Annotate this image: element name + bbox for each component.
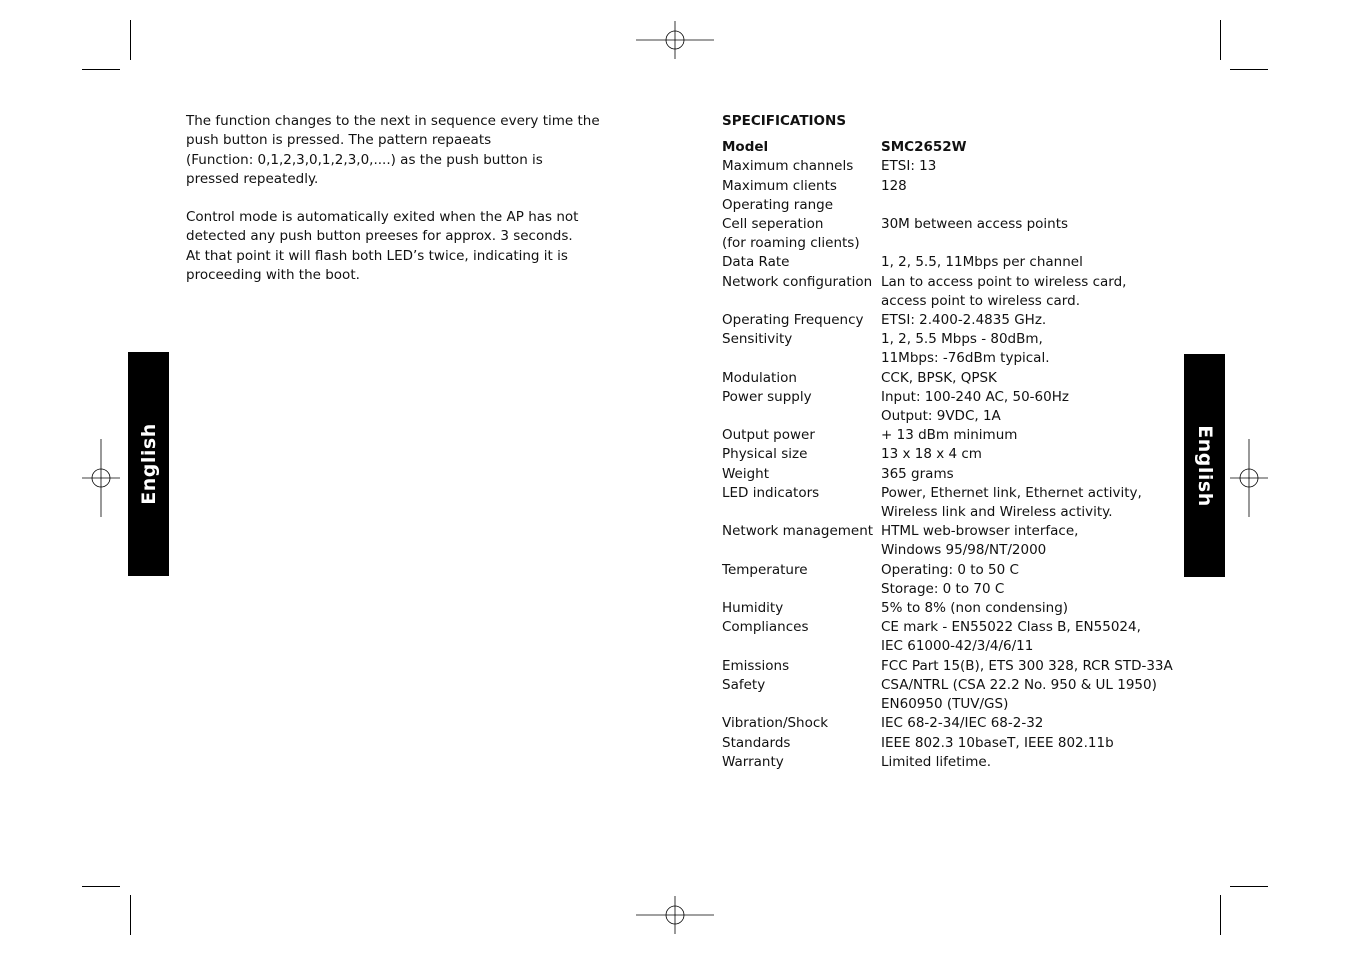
- spec-row: [722, 734, 1173, 753]
- spec-value: 365 grams: [881, 465, 954, 482]
- spec-value: 5% to 8% (non condensing): [881, 600, 1069, 617]
- specifications-section: [722, 112, 1173, 772]
- spec-row: [722, 676, 1173, 714]
- spec-value: Operating: 0 to 50 C Storage: 0 to 70 C: [881, 561, 1019, 597]
- language-tab-label: English: [1193, 424, 1216, 507]
- specifications-title: SPECIFICATIONS: [722, 113, 847, 129]
- spec-row: [722, 618, 1173, 656]
- spec-value: ETSI: 2.400-2.4835 GHz.: [881, 312, 1047, 329]
- spec-row: [722, 215, 1173, 253]
- spec-row: [722, 753, 1173, 772]
- crop-mark: [1220, 20, 1221, 60]
- spec-label: Weight: [722, 465, 770, 482]
- spec-value: FCC Part 15(B), ETS 300 328, RCR STD-33A: [881, 657, 1173, 674]
- spec-label: Power supply: [722, 388, 812, 405]
- spec-label: Temperature: [722, 561, 808, 578]
- spec-label: Maximum clients: [722, 177, 837, 194]
- spec-row: [722, 253, 1173, 272]
- spec-table: [722, 157, 1173, 772]
- spec-value: Input: 100-240 AC, 50-60Hz Output: 9VDC, 1A: [881, 388, 1069, 425]
- crop-mark: [1230, 886, 1268, 887]
- spec-label: Modulation: [722, 369, 797, 386]
- spec-label: Maximum channels: [722, 158, 854, 175]
- spec-value: Lan to access point to wireless card, access point to wireless card.: [881, 273, 1127, 309]
- spec-label: Physical size: [722, 446, 808, 463]
- spec-label: Cell seperation (for roaming clients): [722, 216, 860, 252]
- spec-row: [722, 426, 1173, 445]
- spec-row: [722, 369, 1173, 388]
- spec-value: 1, 2, 5.5 Mbps - 80dBm, 11Mbps: -76dBm typical.: [881, 331, 1050, 367]
- spec-row: [722, 599, 1173, 618]
- spec-row: [722, 657, 1173, 676]
- crop-mark: [1230, 69, 1268, 70]
- spec-value: CSA/NTRL (CSA 22.2 No. 950 & UL 1950) EN60950 (TUV/GS): [881, 676, 1157, 713]
- registration-mark: [636, 896, 714, 934]
- spec-label: Warranty: [722, 753, 784, 770]
- spec-value: 13 x 18 x 4 cm: [881, 446, 982, 463]
- spec-label: Data Rate: [722, 254, 790, 271]
- spec-value: + 13 dBm minimum: [881, 427, 1018, 444]
- spec-label: Sensitivity: [722, 331, 793, 348]
- spec-value: HTML web-browser interface, Windows 95/98/NT/2000: [881, 523, 1079, 559]
- spec-label: Network management: [722, 523, 874, 540]
- spec-row: [722, 330, 1173, 368]
- spec-label: Standards: [722, 734, 791, 751]
- spec-value: 30M between access points: [881, 216, 1069, 233]
- spec-label: Output power: [722, 427, 815, 444]
- spec-row: [722, 311, 1173, 330]
- spec-value: IEEE 802.3 10baseT, IEEE 802.11b: [881, 734, 1114, 751]
- spec-label: Emissions: [722, 657, 790, 674]
- spec-value: Power, Ethernet link, Ethernet activity, Wireless link and Wireless activity.: [881, 484, 1142, 521]
- spec-row: [722, 484, 1173, 522]
- spec-row: [722, 196, 1173, 215]
- spec-row: [722, 273, 1173, 311]
- spec-value: SMC2652W: [881, 139, 967, 156]
- spec-label: Humidity: [722, 600, 784, 617]
- spec-header-row: [722, 138, 1173, 157]
- spec-value: IEC 68-2-34/IEC 68-2-32: [881, 715, 1044, 732]
- crop-mark: [1220, 895, 1221, 935]
- left-column-text: [186, 112, 606, 285]
- registration-mark: [82, 439, 120, 517]
- spec-row: [722, 522, 1173, 560]
- language-tab-left: [128, 352, 169, 576]
- crop-mark: [130, 20, 131, 60]
- spec-label: Operating Frequency: [722, 312, 864, 329]
- spec-value: 128: [881, 177, 907, 194]
- spec-row: [722, 177, 1173, 196]
- paragraph: The function changes to the next in sequence every time the push button is pressed. The pattern repaeats (Function: 0,1,2,3,0,1,2,3,0,....) as the push button is pressed repeatedly.: [186, 113, 600, 187]
- registration-mark: [1230, 439, 1268, 517]
- spec-row: [722, 445, 1173, 464]
- crop-mark: [82, 886, 120, 887]
- spec-row: [722, 465, 1173, 484]
- spec-value: CE mark - EN55022 Class B, EN55024, IEC 61000-42/3/4/6/11: [881, 619, 1141, 655]
- spec-value: Limited lifetime.: [881, 753, 991, 770]
- registration-mark: [636, 21, 714, 59]
- crop-mark: [130, 895, 131, 935]
- spec-label: Vibration/Shock: [722, 715, 829, 732]
- spec-label: Model: [722, 139, 769, 156]
- spec-value: 1, 2, 5.5, 11Mbps per channel: [881, 254, 1083, 271]
- paragraph: Control mode is automatically exited when the AP has not detected any push button preeses for approx. 3 seconds. At that point it will flash both LED’s twice, indicating it is proceeding with the boot.: [186, 209, 579, 284]
- spec-value: ETSI: 13: [881, 158, 937, 175]
- spec-label: Compliances: [722, 619, 809, 636]
- spec-row: [722, 714, 1173, 733]
- spec-row: [722, 157, 1173, 176]
- spec-label: Network configuration: [722, 273, 873, 290]
- spec-label: LED indicators: [722, 484, 820, 501]
- spec-row: [722, 561, 1173, 599]
- spec-value: CCK, BPSK, QPSK: [881, 369, 997, 386]
- spec-label: Operating range: [722, 196, 834, 213]
- crop-mark: [82, 69, 120, 70]
- spec-label: Safety: [722, 676, 766, 693]
- language-tab-right: [1184, 354, 1225, 577]
- language-tab-label: English: [137, 423, 160, 505]
- spec-row: [722, 388, 1173, 426]
